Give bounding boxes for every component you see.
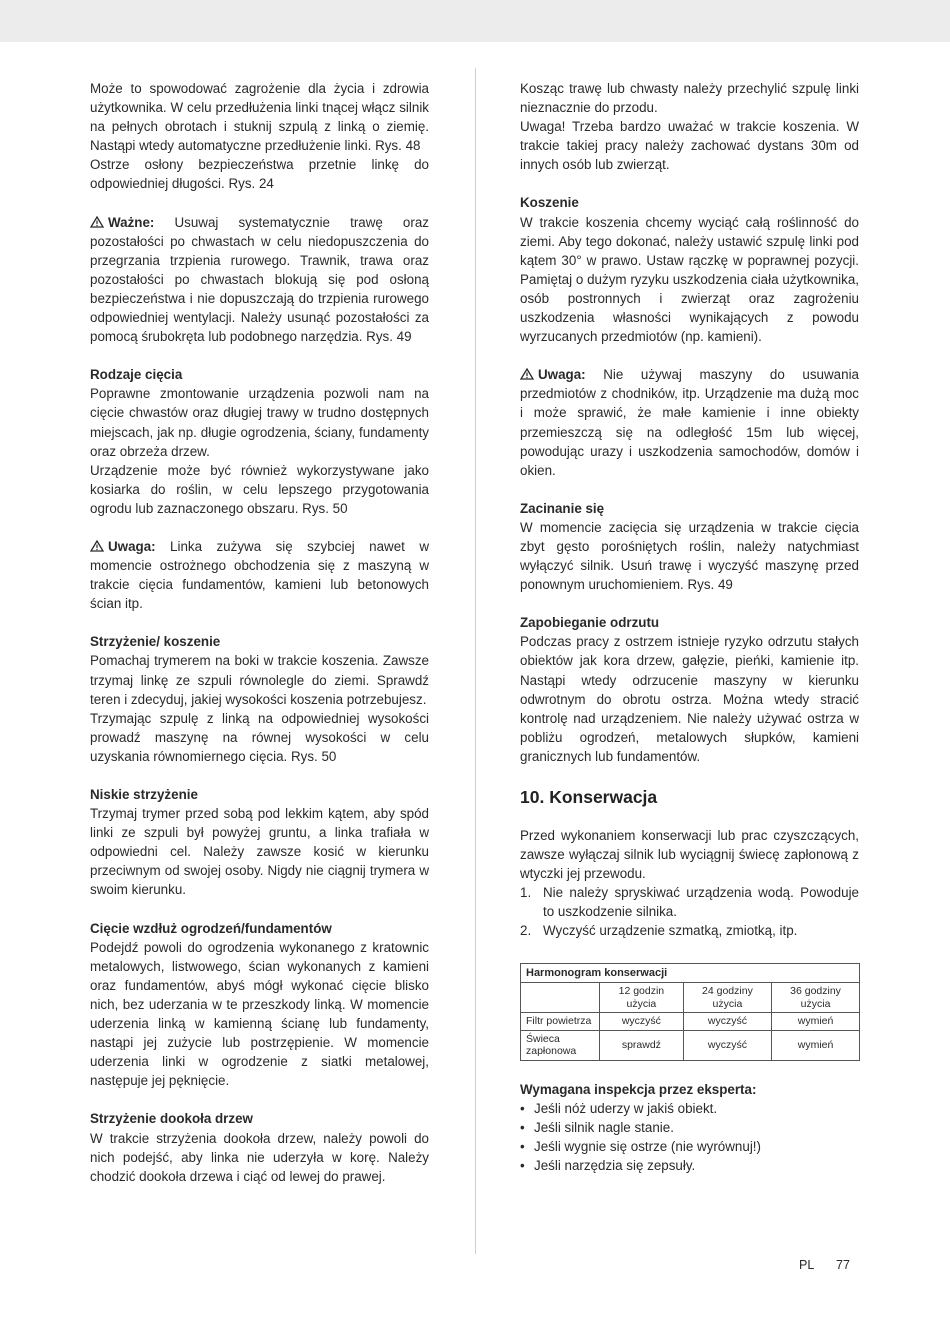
warning-text: Linka zużywa się szybciej nawet w momencie ostrożnego obchodzenia się z maszyną w trakcie cięcia fundamentów, kamieni lub betonowych ścian itp.	[90, 538, 429, 612]
warning-icon	[90, 540, 104, 552]
table-cell: Filtr powietrza	[521, 1013, 600, 1031]
table-row	[521, 1013, 860, 1031]
warning-label: Ważne:	[108, 214, 155, 230]
table-row	[521, 1030, 860, 1060]
warning-text: Nie używaj maszyny do usuwania przedmiotów z chodników, itp. Urządzenie ma dużą moc i może sprawić, że małe kamienie i inne obiekty przemieszczą się na odległość 15m lub więcej, powodując urazy i uszkodzenia samochodów, domów i okien.	[520, 367, 859, 478]
warning-icon	[90, 216, 104, 228]
table-header-row	[521, 983, 860, 1013]
paragraph: Trzymając szpulę z linką na odpowiedniej wysokości prowadź maszynę na równej wysokości w celu uzyskania równomiernego cięcia. Rys. 50	[90, 710, 429, 764]
list-item: • Jeśli silnik nagle stanie.	[520, 1118, 859, 1137]
warning-label: Uwaga:	[108, 538, 156, 554]
paragraph: Poprawne zmontowanie urządzenia pozwoli nam na cięcie chwastów oraz długiej trawy w trudno dostępnych miejscach, jak np. długie ogrodzenia, ściany, fundamenty oraz obrzeża drzew.	[90, 386, 429, 459]
footer-language: PL	[799, 1258, 815, 1272]
paragraph: Ostrze osłony bezpieczeństwa przetnie linkę do odpowiedniej długości. Rys. 24	[90, 157, 429, 192]
list-number: 1.	[520, 885, 532, 901]
table-cell: wyczyść	[600, 1013, 684, 1031]
bullet-list	[520, 1099, 859, 1175]
list-item: • Jeśli wygnie się ostrze (nie wyrównuj!)	[520, 1137, 859, 1156]
list-item: • Jeśli narzędzia się zepsuły.	[520, 1156, 859, 1175]
right-column	[520, 79, 859, 1175]
list-number: 2.	[520, 923, 532, 939]
list-item	[520, 883, 859, 921]
heading-strzyzenie: Strzyżenie/ koszenie	[90, 634, 221, 650]
paragraph: Podczas pracy z ostrzem istnieje ryzyko odrzutu stałych obiektów jak kora drzew, gałęzie, pieńki, kamienie itp. Nastąpi wtedy odrzucenie maszyny w kierunku odwrotnym do obrotu ostrza. Można wtedy stracić kontrolę nad urządzeniem. Nie należy używać ostrza w pobliżu ogrodzeń, metalowych słupków, kamieni granicznych lub fundamentów.	[520, 634, 859, 764]
section-title: 10. Konserwacja	[520, 787, 658, 807]
heading-drzewa: Strzyżenie dookoła drzew	[90, 1111, 253, 1127]
heading-zacinanie: Zacinanie się	[520, 500, 605, 516]
top-bar	[0, 0, 950, 42]
table-header-cell: 24 godziny użycia	[683, 983, 771, 1013]
paragraph: Może to spowodować zagrożenie dla życia i zdrowia użytkownika. W celu przedłużenia linki tnącej włącz silnik na pełnych obrotach i stuknij szpulą z linką o ziemię. Nastąpi wtedy automatyczne przedłużenie linki. Rys. 48	[90, 81, 429, 154]
table-cell: wymień	[772, 1030, 860, 1060]
table-cell: Świeca zapłonowa	[521, 1030, 600, 1060]
warning-important	[90, 213, 429, 347]
heading-rodzaje: Rodzaje cięcia	[90, 367, 183, 383]
warning-caution	[90, 537, 429, 613]
heading-inspekcja: Wymagana inspekcja przez eksperta:	[520, 1081, 757, 1097]
table-cell: wyczyść	[683, 1013, 771, 1031]
table-header-cell: 36 godziny użycia	[772, 983, 860, 1013]
table-cell: wymień	[772, 1013, 860, 1031]
page-number: 77	[836, 1258, 850, 1272]
list-item	[520, 921, 859, 940]
table-cell: sprawdź	[600, 1030, 684, 1060]
heading-koszenie: Koszenie	[520, 195, 579, 211]
warning-label: Uwaga:	[538, 367, 586, 383]
list-text: Nie należy spryskiwać urządzenia wodą. Powoduje to uszkodzenie silnika.	[543, 885, 859, 920]
heading-niskie: Niskie strzyżenie	[90, 787, 198, 802]
table-header-cell	[521, 983, 600, 1013]
warning-text: Usuwaj systematycznie trawę oraz pozostałości po chwastach w celu niedopuszczenia do przegrzania trzpienia rurowego. Trawnik, trawa oraz pozostałości po chwastach blokują się pod osłoną bezpieczeństwa i nie dopuszczają do trzpienia rurowego odpowiedniej wentylacji. Należy usunąć pozostałości za pomocą śrubokręta lub podobnego narzędzia. Rys. 49	[90, 214, 429, 345]
warning-caution	[520, 365, 859, 480]
table-header-cell: 12 godzin użycia	[600, 983, 684, 1013]
paragraph: W trakcie strzyżenia dookoła drzew, należy powoli do nich podejść, aby linka nie uderzyła w korę. Należy chodzić dookoła drzewa i ciąć od lewej do prawej.	[90, 1130, 429, 1184]
left-column	[90, 79, 429, 1186]
warning-icon	[520, 368, 534, 380]
paragraph: Podejdź powoli do ogrodzenia wykonanego z kratownic metalowych, listwowego, ścian wykonanych z kamieni oraz fundamentów, abyś mógł wykonać cięcie blisko nich, bez uderzania w te przeszkody linką. W momencie uderzenia linką w kamienną ścianę lub fundamenty, nastąpi jej zużycie lub postrzępienie. W momencie uderzenia linki w ogrodzenie z siatki metalowej, następuje jej pęknięcie.	[90, 939, 429, 1089]
heading-odrzut: Zapobieganie odrzutu	[520, 615, 660, 631]
paragraph: Urządzenie może być również wykorzystywane jako kosiarka do roślin, w celu lepszego przygotowania ogrodu lub zaznaczonego obszaru. Rys. 50	[90, 462, 429, 516]
table-cell: wyczyść	[683, 1030, 771, 1060]
list-item: • Jeśli nóż uderzy w jakiś obiekt.	[520, 1099, 859, 1118]
paragraph: W trakcie koszenia chcemy wyciąć całą roślinność do ziemi. Aby tego dokonać, należy ustawić szpulę linki pod kątem 30° w prawo. Ustaw rączkę w poprawnej pozycji. Pamiętaj o dużym ryzyku uszkodzenia ciała użytkownika, osób postronnych i zwierząt oraz zagrożeniu uszkodzenia własności wynikających z powodu wyrzucanych przedmiotów (np. kamieni).	[520, 214, 859, 345]
paragraph: Pomachaj trymerem na boki w trakcie koszenia. Zawsze trzymaj linkę ze szpuli równolegle do ziemi. Sprawdź teren i zdecyduj, jakiej wysokości koszenia potrzebujesz.	[90, 653, 429, 707]
heading-ciecie: Cięcie wzdłuż ogrodzeń/fundamentów	[90, 920, 332, 936]
paragraph: Kosząc trawę lub chwasty należy przechylić szpulę linki nieznacznie do przodu.	[520, 81, 859, 116]
maintenance-table	[520, 963, 860, 1061]
paragraph: Uwaga! Trzeba bardzo uważać w trakcie koszenia. W trakcie takiej pracy należy zachować dystans 30m od innych osób lub zwierząt.	[520, 119, 859, 173]
list-text: Wyczyść urządzenie szmatką, zmiotką, itp.	[543, 923, 798, 939]
column-divider	[475, 68, 476, 1254]
paragraph: Trzymaj trymer przed sobą pod lekkim kątem, aby spód linki ze szpuli był powyżej gruntu, a linka trafiała w odpowiedni cel. Należy zawsze kosić w kierunku przeciwnym od swojej osoby. Nigdy nie ciągnij trymera w swoim kierunku.	[90, 806, 429, 898]
paragraph: Przed wykonaniem konserwacji lub prac czyszczących, zawsze wyłączaj silnik lub wyciągnij świecę zapłonową z wtyczki jej przewodu.	[520, 828, 859, 882]
paragraph: W momencie zacięcia się urządzenia w trakcie cięcia zbyt gęsto porośniętych roślin, należy natychmiast wyłączyć silnik. Usuń trawę i wyczyść maszynę przed ponownym uruchomieniem. Rys. 49	[520, 519, 859, 593]
numbered-list	[520, 883, 859, 940]
table-title: Harmonogram konserwacji	[521, 963, 860, 983]
